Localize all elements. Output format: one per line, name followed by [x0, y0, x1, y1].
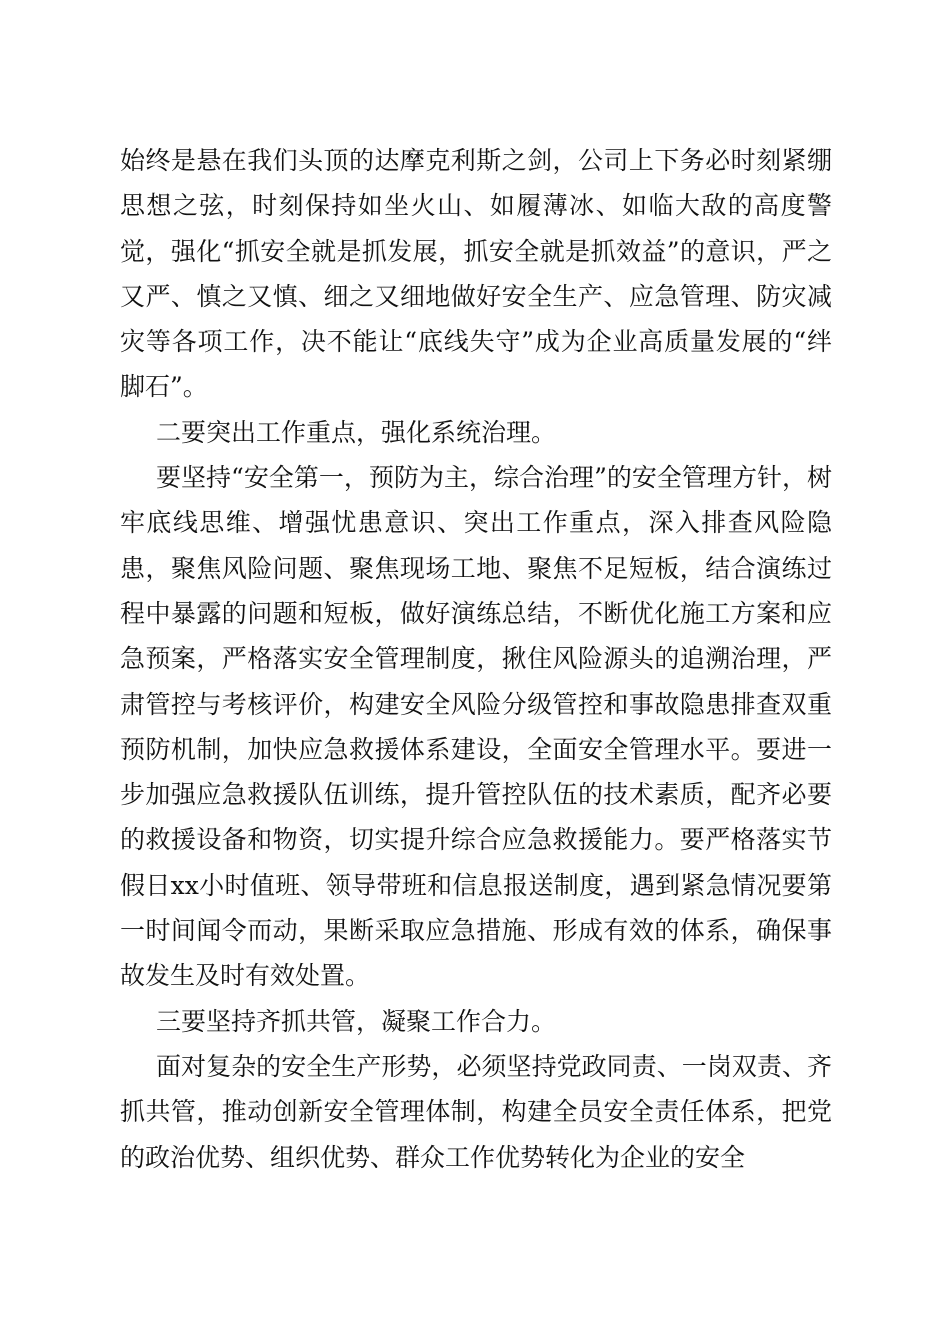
- section-heading-2: 二要突出工作重点，强化系统治理。: [156, 417, 557, 447]
- section-heading-3: 三要坚持齐抓共管，凝聚工作合力。: [156, 1006, 557, 1036]
- paragraph-section-2: 要坚持“安全第一，预防为主，综合治理”的安全管理方针，树牢底线思维、增强忧患意识、突出工作重点，深入排查风险隐患，聚焦风险问题、聚焦现场工地、聚焦不足短板，结合演练过程中暴露的问题和短板，做好演练总结，不断优化施工方案和应急预案，严格落实安全管理制度，揪住风险源头的追溯治理，严肃管控与考核评价，构建安全风险分级管控和事故隐患排查双重预防机制，加快应急救援体系建设，全面安全管理水平。要进一步加强应急救援队伍训练，提升管控队伍的技术素质，配齐必要的救援设备和物资，切实提升综合应急救援能力。要严格落实节假日xx小时值班、领导带班和信息报送制度，遇到紧急情况要第一时间闻令而动，果断采取应急措施、形成有效的体系，确保事故发生及时有效处置。: [120, 463, 832, 991]
- paragraph-section-3: 面对复杂的安全生产形势，必须坚持党政同责、一岗双责、齐抓共管，推动创新安全管理体制，构建全员安全责任体系，把党的政治优势、组织优势、群众工作优势转化为企业的安全: [120, 1051, 832, 1172]
- document-body: [120, 138, 832, 1180]
- paragraph-continuation: 始终是悬在我们头顶的达摩克利斯之剑，公司上下务必时刻紧绷思想之弦，时刻保持如坐火山、如履薄冰、如临大敌的高度警觉，强化“抓安全就是抓发展，抓安全就是抓效益”的意识，严之又严、慎之又慎、细之又细地做好安全生产、应急管理、防灾减灾等各项工作，决不能让“底线失守”成为企业高质量发展的“绊脚石”。: [120, 146, 832, 402]
